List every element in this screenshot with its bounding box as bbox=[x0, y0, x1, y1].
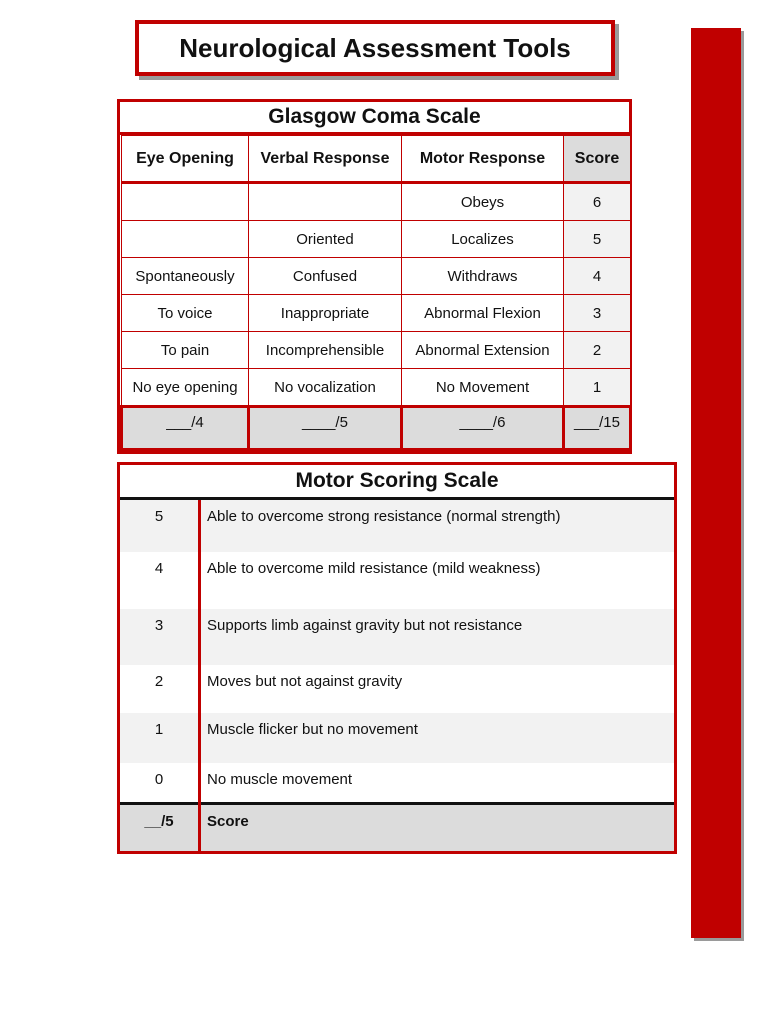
table-row bbox=[122, 183, 631, 221]
gcs-cell: Localizes bbox=[402, 221, 564, 258]
motor-total-row bbox=[120, 803, 674, 851]
motor-total-score[interactable]: __/5 bbox=[120, 803, 200, 851]
gcs-cell: Withdraws bbox=[402, 258, 564, 295]
gcs-cell: No vocalization bbox=[249, 369, 402, 407]
gcs-cell: Oriented bbox=[249, 221, 402, 258]
gcs-cell: Confused bbox=[249, 258, 402, 295]
table-row bbox=[122, 258, 631, 295]
table-row bbox=[122, 221, 631, 258]
gcs-total-motor[interactable]: ____/6 bbox=[402, 407, 564, 450]
gcs-score-cell: 2 bbox=[564, 332, 631, 369]
gcs-cell: Obeys bbox=[402, 183, 564, 221]
gcs-cell: Inappropriate bbox=[249, 295, 402, 332]
motor-score: 0 bbox=[120, 763, 200, 803]
gcs-cell bbox=[122, 183, 249, 221]
motor-score: 5 bbox=[120, 500, 200, 552]
gcs-cell: No Movement bbox=[402, 369, 564, 407]
gcs-cell: Incomprehensible bbox=[249, 332, 402, 369]
gcs-score-cell: 5 bbox=[564, 221, 631, 258]
page-title: Neurological Assessment Tools bbox=[135, 20, 615, 76]
gcs-cell: Abnormal Extension bbox=[402, 332, 564, 369]
motor-description: Muscle flicker but no movement bbox=[200, 713, 675, 763]
gcs-cell: To pain bbox=[122, 332, 249, 369]
motor-title: Motor Scoring Scale bbox=[120, 465, 674, 500]
gcs-total-verbal[interactable]: ____/5 bbox=[249, 407, 402, 450]
gcs-cell bbox=[122, 221, 249, 258]
gcs-header-row bbox=[122, 136, 631, 183]
motor-description: No muscle movement bbox=[207, 771, 353, 788]
gcs-score-cell: 6 bbox=[564, 183, 631, 221]
motor-description: Supports limb against gravity but not resistance bbox=[200, 609, 675, 665]
table-row bbox=[120, 500, 674, 552]
motor-score: 1 bbox=[120, 713, 200, 763]
table-row bbox=[122, 332, 631, 369]
table-row bbox=[120, 609, 674, 665]
table-row bbox=[122, 295, 631, 332]
gcs-header-score: Score bbox=[564, 136, 631, 183]
side-decorative-bar bbox=[691, 28, 741, 938]
motor-description: Able to overcome mild resistance (mild weakness) bbox=[207, 560, 541, 577]
motor-score: 3 bbox=[120, 609, 200, 665]
motor-description: Able to overcome strong resistance (normal strength) bbox=[200, 500, 675, 552]
motor-score: 4 bbox=[120, 552, 200, 609]
gcs-cell: To voice bbox=[122, 295, 249, 332]
gcs-cell: No eye opening bbox=[122, 369, 249, 407]
motor-scoring-scale-table bbox=[117, 462, 677, 854]
table-row bbox=[120, 552, 674, 609]
gcs-header-eye: Eye Opening bbox=[122, 136, 249, 183]
gcs-total-eye[interactable]: ___/4 bbox=[122, 407, 249, 450]
gcs-cell: Spontaneously bbox=[122, 258, 249, 295]
gcs-total-row bbox=[122, 407, 631, 450]
gcs-cell bbox=[249, 183, 402, 221]
gcs-header-motor: Motor Response bbox=[402, 136, 564, 183]
gcs-score-cell: 1 bbox=[564, 369, 631, 407]
table-row bbox=[122, 369, 631, 407]
gcs-score-cell: 4 bbox=[564, 258, 631, 295]
motor-score: 2 bbox=[120, 665, 200, 713]
gcs-header-verbal: Verbal Response bbox=[249, 136, 402, 183]
motor-description: Moves but not against gravity bbox=[207, 673, 403, 690]
gcs-total-score[interactable]: ___/15 bbox=[564, 407, 631, 450]
table-row bbox=[120, 665, 674, 713]
table-row bbox=[120, 713, 674, 763]
motor-total-label: Score bbox=[200, 803, 675, 851]
glasgow-title: Glasgow Coma Scale bbox=[120, 102, 629, 135]
gcs-score-cell: 3 bbox=[564, 295, 631, 332]
gcs-cell: Abnormal Flexion bbox=[402, 295, 564, 332]
table-row bbox=[120, 763, 674, 803]
glasgow-coma-scale-table bbox=[117, 99, 632, 454]
